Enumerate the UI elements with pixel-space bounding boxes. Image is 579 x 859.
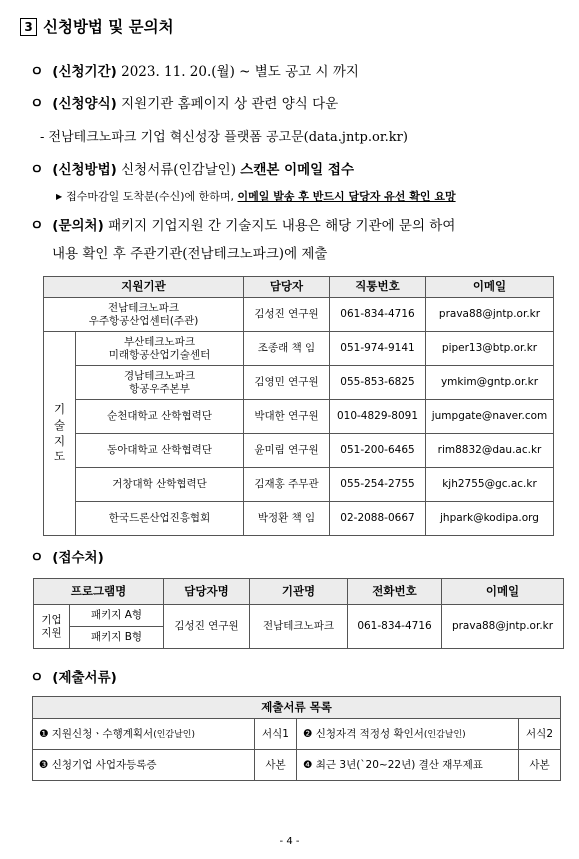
person-cell: 김성진 연구원 (164, 605, 250, 649)
bullet: ㅇ (30, 162, 44, 178)
item-period (30, 60, 359, 81)
table-row (44, 434, 554, 468)
email-cell: prava88@jntp.or.kr (442, 605, 564, 649)
email-cell: jumpgate@naver.com (426, 400, 554, 434)
org-cell: 전남테크노파크 (250, 605, 348, 649)
contacts-table (43, 276, 554, 536)
table-row (44, 400, 554, 434)
header-cell: 담당자명 (164, 579, 250, 605)
email-cell: prava88@jntp.or.kr (426, 298, 554, 332)
person-cell: 박대한 연구원 (244, 400, 330, 434)
doc-text: 신청기업 사업자등록증 (51, 758, 157, 771)
group-label-cell (44, 332, 76, 536)
phone-cell: 010-4829-8091 (330, 400, 426, 434)
documents-title: 제출서류 목록 (33, 697, 561, 719)
table-header-row (34, 579, 564, 605)
doc-number-icon: ❶ (39, 727, 49, 740)
item-label: (신청방법) (52, 162, 117, 178)
email-cell: piper13@btp.or.kr (426, 332, 554, 366)
note-text: 접수마감일 도착분(수신)에 한하며, (66, 190, 234, 203)
group-text: 지원 (41, 626, 62, 639)
bullet: ㅇ (30, 96, 44, 112)
reception-table (33, 578, 564, 649)
item-label: (제출서류) (52, 670, 117, 686)
table-row (44, 366, 554, 400)
item-text: 2023. 11. 20.(월) ~ 별도 공고 시 까지 (121, 64, 359, 80)
form-cell: 서식2 (519, 719, 561, 750)
email-cell: jhpark@kodipa.org (426, 502, 554, 536)
item-reception (30, 546, 104, 567)
header-cell: 전화번호 (348, 579, 442, 605)
table-header-row (44, 277, 554, 298)
item-label: (신청기간) (52, 64, 117, 80)
section-number: 3 (20, 18, 37, 36)
doc-note: (인감날인) (423, 729, 466, 740)
table-row (44, 502, 554, 536)
section-title-text: 신청방법 및 문의처 (43, 18, 174, 36)
header-cell: 이메일 (442, 579, 564, 605)
item-label: (접수처) (52, 550, 104, 566)
item-text: 지원기관 홈페이지 상 관련 양식 다운 (121, 96, 339, 112)
email-cell: rim8832@dau.ac.kr (426, 434, 554, 468)
item-method (30, 158, 354, 179)
doc-number-icon: ❷ (303, 727, 313, 740)
person-cell: 윤미림 연구원 (244, 434, 330, 468)
table-row (34, 605, 564, 627)
org-name: 경남테크노파크 (123, 369, 195, 382)
table-header-row (33, 697, 561, 719)
header-cell: 직통번호 (330, 277, 426, 298)
item-text: 패키지 기업지원 간 기술지도 내용은 해당 기관에 문의 하여 (108, 218, 456, 234)
doc-text: 지원신청ㆍ수행계획서 (51, 727, 154, 740)
org-cell: 순천대학교 산학협력단 (76, 400, 244, 434)
org-sub: 항공우주본부 (129, 382, 190, 395)
doc-number-icon: ❸ (39, 758, 49, 771)
table-row (44, 468, 554, 502)
phone-cell: 055-853-6825 (330, 366, 426, 400)
header-cell: 담당자 (244, 277, 330, 298)
item-label: (신청양식) (52, 96, 117, 112)
triangle-icon: ▶ (56, 192, 63, 201)
table-row (33, 750, 561, 781)
group-text: 기업 (41, 613, 62, 626)
group-label (46, 402, 73, 464)
phone-cell: 061-834-4716 (348, 605, 442, 649)
phone-cell: 055-254-2755 (330, 468, 426, 502)
method-note (56, 188, 456, 204)
org-cell: 한국드론산업진흥협회 (76, 502, 244, 536)
table-row (44, 332, 554, 366)
note-underline: 이메일 발송 후 반드시 담당자 유선 확인 요망 (237, 190, 456, 203)
doc-note: (인감날인) (153, 729, 196, 740)
org-cell: 거창대학 산학협력단 (76, 468, 244, 502)
item-inquiry (30, 214, 455, 235)
org-name: 전남테크노파크 (107, 301, 179, 314)
person-cell: 김영민 연구원 (244, 366, 330, 400)
person-cell: 김재홍 주무관 (244, 468, 330, 502)
item-form (30, 92, 338, 113)
org-name: 부산테크노파크 (123, 335, 195, 348)
phone-cell: 061-834-4716 (330, 298, 426, 332)
program-cell: 패키지 A형 (70, 605, 164, 627)
inquiry-line2: 내용 확인 후 주관기관(전남테크노파크)에 제출 (52, 246, 328, 262)
table-row (33, 719, 561, 750)
doc-cell (297, 719, 519, 750)
section-title (20, 15, 174, 37)
org-cell (76, 366, 244, 400)
bullet: ㅇ (30, 64, 44, 80)
group-label-char: 도 (53, 449, 66, 464)
item-documents (30, 666, 117, 687)
person-cell: 김성진 연구원 (244, 298, 330, 332)
table-row (44, 298, 554, 332)
phone-cell: 051-974-9141 (330, 332, 426, 366)
doc-text: 신청자격 적정성 확인서 (315, 727, 424, 740)
doc-cell (33, 719, 255, 750)
bullet: ㅇ (30, 670, 44, 686)
person-cell: 조종래 책 임 (244, 332, 330, 366)
header-cell: 지원기관 (44, 277, 244, 298)
form-cell: 사본 (255, 750, 297, 781)
group-label-char: 기 (53, 402, 66, 417)
doc-number-icon: ❹ (303, 758, 313, 771)
program-cell: 패키지 B형 (70, 627, 164, 649)
page-number: - 4 - (279, 836, 300, 847)
item-label: (문의처) (52, 218, 104, 234)
form-cell: 사본 (519, 750, 561, 781)
group-label-char: 술 (53, 417, 66, 432)
phone-cell: 051-200-6465 (330, 434, 426, 468)
org-cell (44, 298, 244, 332)
org-sub: 미래항공산업기술센터 (108, 348, 211, 361)
item-text: 신청서류(인감날인) (121, 162, 236, 178)
item-form-sub: - 전남테크노파크 기업 혁신성장 플랫폼 공고문(data.jntp.or.kr) (40, 130, 408, 145)
documents-table (32, 696, 561, 781)
doc-cell (297, 750, 519, 781)
email-cell: kjh2755@gc.ac.kr (426, 468, 554, 502)
doc-cell (33, 750, 255, 781)
header-cell: 기관명 (250, 579, 348, 605)
header-cell: 프로그램명 (34, 579, 164, 605)
org-cell: 동아대학교 산학협력단 (76, 434, 244, 468)
item-bold-text: 스캔본 이메일 접수 (240, 162, 355, 178)
bullet: ㅇ (30, 218, 44, 234)
form-cell: 서식1 (255, 719, 297, 750)
doc-text: 최근 3년(`20~22년) 결산 재무제표 (315, 758, 483, 771)
org-sub: 우주항공산업센터(주관) (88, 314, 199, 327)
bullet: ㅇ (30, 550, 44, 566)
person-cell: 박정환 책 임 (244, 502, 330, 536)
group-label-char: 지 (53, 433, 66, 448)
phone-cell: 02-2088-0667 (330, 502, 426, 536)
group-cell (34, 605, 70, 649)
email-cell: ymkim@gntp.or.kr (426, 366, 554, 400)
org-cell (76, 332, 244, 366)
header-cell: 이메일 (426, 277, 554, 298)
